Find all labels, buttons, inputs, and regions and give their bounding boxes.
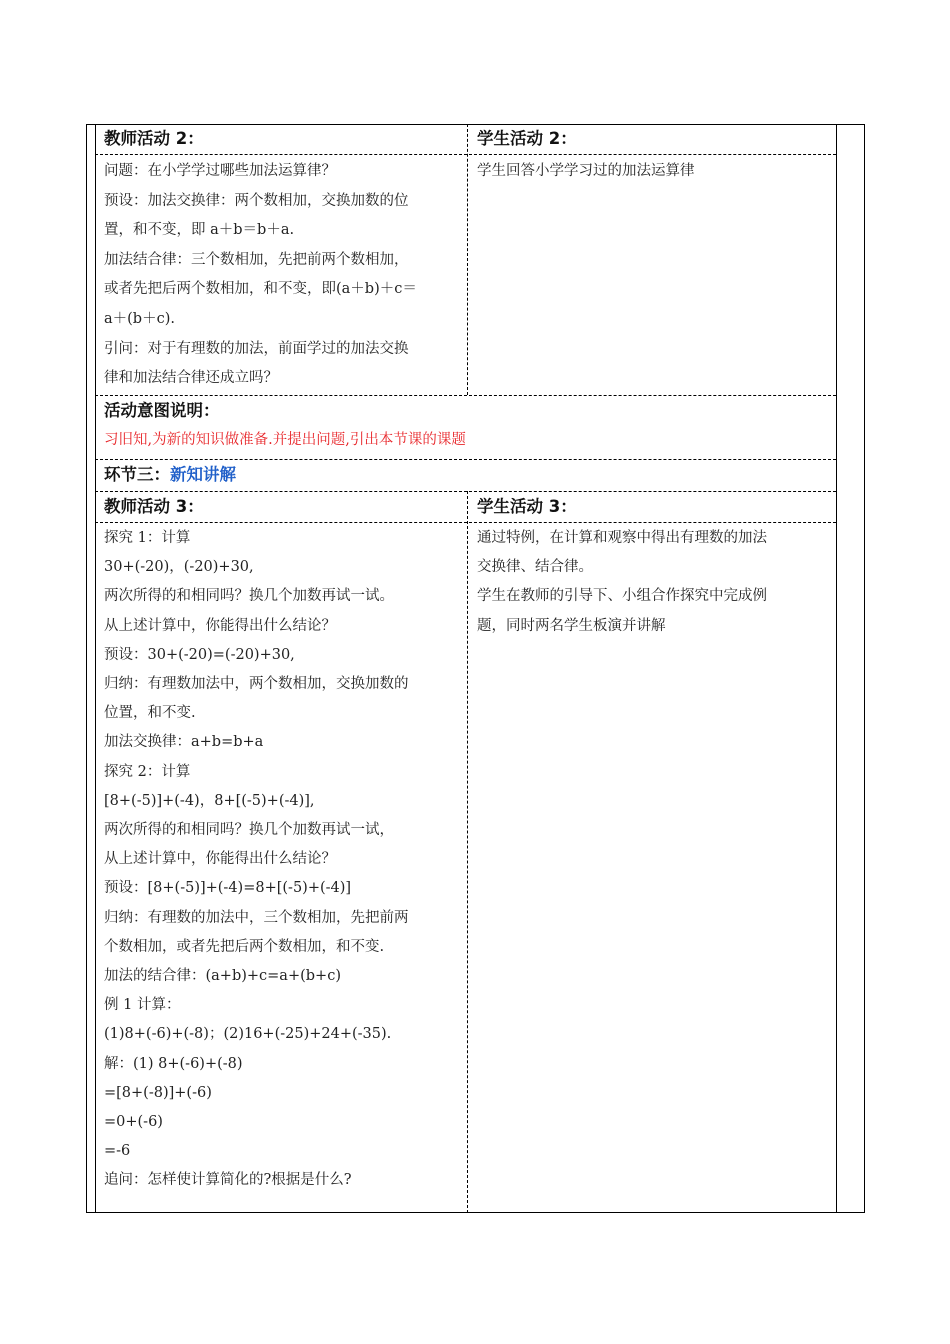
text-line: 从上述计算中，你能得出什么结论？ xyxy=(104,617,336,634)
teacher-activity-2-content xyxy=(104,157,464,394)
text-line: 30+(-20)，(-20)+30, xyxy=(104,559,254,576)
activity-intent-heading: 活动意图说明： xyxy=(104,401,220,420)
stage-title: 新知讲解 xyxy=(170,465,236,484)
right-margin-rule xyxy=(836,124,837,1213)
text-line: 两次所得的和相同吗？换几个加数再试一试， xyxy=(104,822,394,839)
text-line: a＋(b＋c). xyxy=(104,310,175,327)
text-line: 从上述计算中，你能得出什么结论？ xyxy=(104,851,336,868)
left-inner-rule xyxy=(95,124,96,1213)
text-line: [8+(-5)]+(-4)，8+[(-5)+(-4)], xyxy=(104,792,315,809)
text-line: 预设：[8+(-5)]+(-4)=8+[(-5)+(-4)] xyxy=(104,880,352,897)
text-line: 加法交换律：a+b=b+a xyxy=(104,734,264,751)
text-line: 加法的结合律：(a+b)+c=a+(b+c) xyxy=(104,968,341,985)
teacher-activity-3-content xyxy=(104,524,464,1196)
row-divider xyxy=(95,522,836,523)
text-line: 预设：加法交换律：两个数相加，交换加数的位 xyxy=(104,192,409,209)
column-divider-lower xyxy=(467,491,468,1213)
text-line: (1)8+(-6)+(-8)；(2)16+(-25)+24+(-35). xyxy=(104,1026,392,1043)
student-activity-2-heading: 学生活动 2： xyxy=(477,129,577,148)
student-activity-3-heading: 学生活动 3： xyxy=(477,497,577,516)
text-line: =0+(-6) xyxy=(104,1114,163,1131)
text-line: 预设：30+(-20)=(-20)+30, xyxy=(104,646,295,663)
text-line: 通过特例，在计算和观察中得出有理数的加法 xyxy=(477,530,767,546)
text-line: 追问：怎样使计算简化的?根据是什么? xyxy=(104,1172,352,1189)
text-line: 交换律、结合律。 xyxy=(477,559,593,576)
row-divider xyxy=(95,395,836,396)
text-line: 置，和不变，即 a＋b＝b＋a. xyxy=(104,222,295,239)
teacher-activity-2-heading: 教师活动 2： xyxy=(104,129,204,148)
text-line: 或者先把后两个数相加，和不变，即(a＋b)＋c＝ xyxy=(104,281,417,298)
row-divider xyxy=(95,491,836,492)
row-divider xyxy=(95,154,836,155)
text-line: 问题：在小学学过哪些加法运算律？ xyxy=(104,163,336,179)
row-divider xyxy=(95,459,836,460)
text-line: 位置，和不变. xyxy=(104,705,196,722)
text-line: 归纳：有理数的加法中，三个数相加，先把前两 xyxy=(104,909,409,926)
text-line: 两次所得的和相同吗？换几个加数再试一试。 xyxy=(104,588,394,605)
text-line: 学生在教师的引导下、小组合作探究中完成例 xyxy=(477,588,767,605)
column-divider-upper xyxy=(467,124,468,395)
stage-prefix: 环节三： xyxy=(104,465,170,484)
text-line: 律和加法结合律还成立吗？ xyxy=(104,370,278,387)
text-line: 探究 2：计算 xyxy=(104,763,191,780)
text-line: =[8+(-8)]+(-6) xyxy=(104,1084,212,1101)
text-line: 个数相加，或者先把后两个数相加，和不变. xyxy=(104,938,385,955)
text-line: 加法结合律：三个数相加，先把前两个数相加， xyxy=(104,251,409,268)
student-activity-3-content xyxy=(477,524,832,641)
text-line: 例 1 计算： xyxy=(104,997,181,1014)
text-line: =-6 xyxy=(104,1143,131,1160)
teacher-activity-3-heading: 教师活动 3： xyxy=(104,497,204,516)
text-line: 探究 1：计算 xyxy=(104,530,191,546)
activity-intent-text: 习旧知,为新的知识做准备.并提出问题,引出本节课的课题 xyxy=(104,432,466,448)
student-activity-2-content xyxy=(477,157,832,187)
text-line: 题，同时两名学生板演并讲解 xyxy=(477,617,666,634)
text-line: 归纳：有理数加法中，两个数相加，交换加数的 xyxy=(104,676,409,693)
text-line: 引问：对于有理数的加法，前面学过的加法交换 xyxy=(104,340,409,357)
text-line: 学生回答小学学习过的加法运算律 xyxy=(477,163,695,179)
stage-heading xyxy=(104,463,236,487)
text-line: 解：(1) 8+(-6)+(-8) xyxy=(104,1055,243,1072)
